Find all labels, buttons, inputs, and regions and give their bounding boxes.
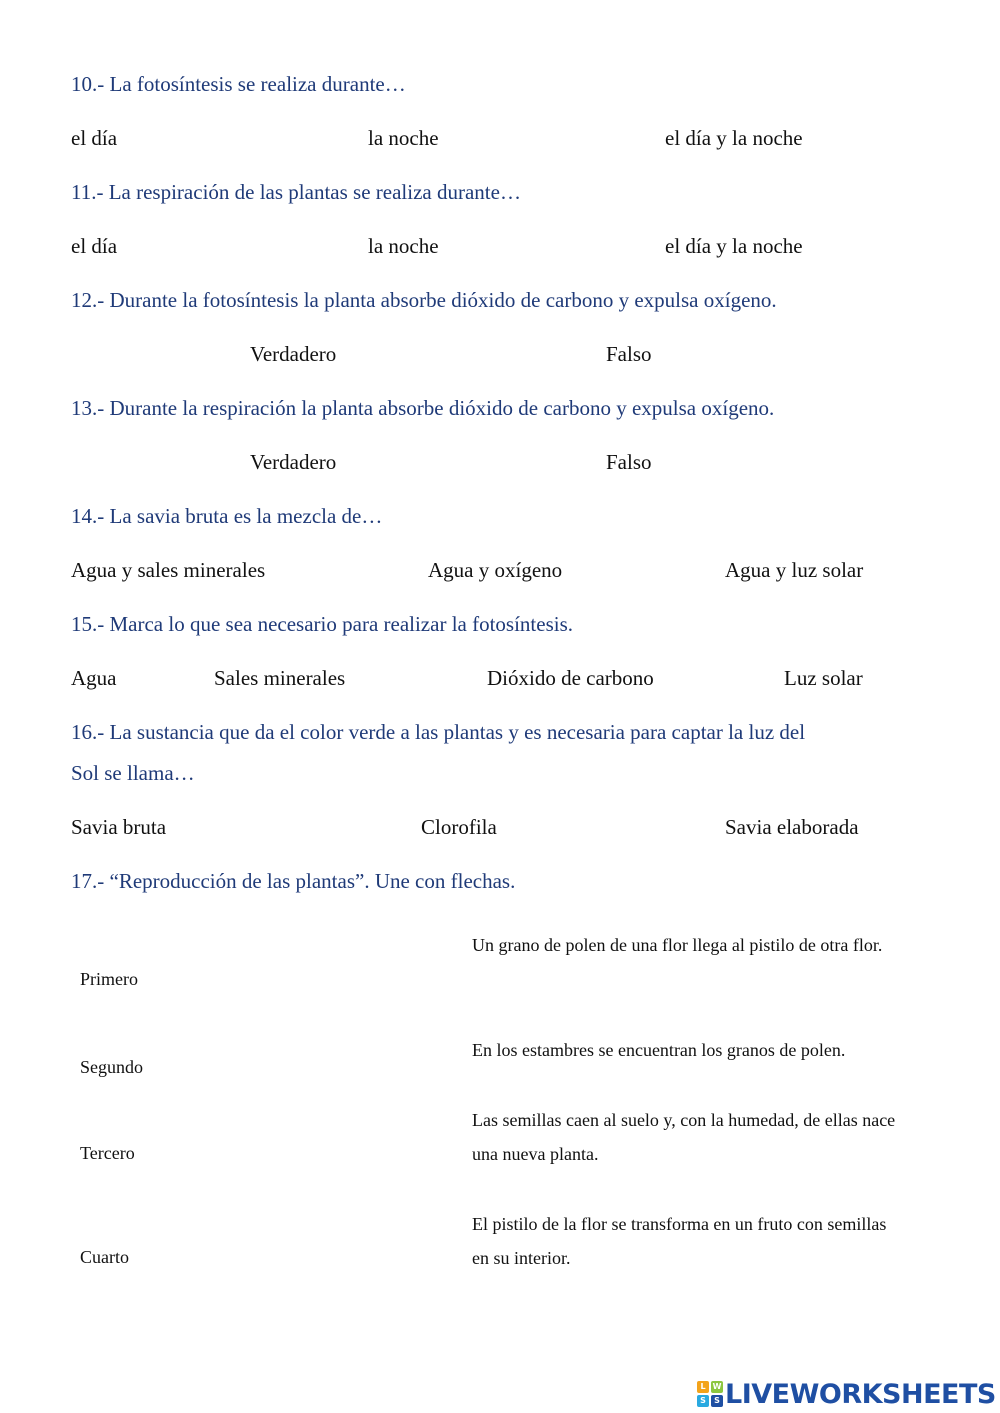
match-left-primero[interactable]: Primero <box>80 969 138 989</box>
match-right-pistilo-fruto[interactable]: El pistilo de la flor se transforma en un fruto con semillas en su interior. <box>472 1214 887 1268</box>
q11-option-noche[interactable]: la noche <box>368 234 439 258</box>
q16-option-savia-elaborada[interactable]: Savia elaborada <box>725 815 859 839</box>
q16-option-clorofila[interactable]: Clorofila <box>421 815 497 839</box>
q10-option-dia-y-noche[interactable]: el día y la noche <box>665 126 803 150</box>
q11-option-dia[interactable]: el día <box>71 234 118 258</box>
q14-option-agua-luz[interactable]: Agua y luz solar <box>725 558 864 582</box>
question-16-prompt-line1: 16.- La sustancia que da el color verde a las plantas y es necesaria para captar la luz del <box>71 720 806 744</box>
match-right-estambres[interactable]: En los estambres se encuentran los granos de polen. <box>472 1040 846 1060</box>
match-left-segundo[interactable]: Segundo <box>80 1057 143 1077</box>
question-10-prompt: 10.- La fotosíntesis se realiza durante… <box>71 72 406 96</box>
liveworksheets-logo <box>697 1378 996 1410</box>
match-left-tercero[interactable]: Tercero <box>80 1143 135 1163</box>
liveworksheets-logo-text: LIVEWORKSHEETS <box>725 1378 996 1410</box>
q14-option-agua-sales[interactable]: Agua y sales minerales <box>71 558 266 582</box>
q15-option-luz[interactable]: Luz solar <box>784 666 863 690</box>
liveworksheets-logo-icon: L W S S <box>697 1381 723 1407</box>
q15-option-agua[interactable]: Agua <box>71 666 117 690</box>
question-13-prompt: 13.- Durante la respiración la planta absorbe dióxido de carbono y expulsa oxígeno. <box>71 396 775 420</box>
q12-option-falso[interactable]: Falso <box>606 342 652 366</box>
question-16-prompt-line2: Sol se llama… <box>71 761 195 785</box>
match-right-polen-pistilo[interactable]: Un grano de polen de una flor llega al pistilo de otra flor. <box>472 935 883 955</box>
question-17-prompt: 17.- “Reproducción de las plantas”. Une con flechas. <box>71 869 516 893</box>
q16-option-savia-bruta[interactable]: Savia bruta <box>71 815 167 839</box>
match-left-cuarto[interactable]: Cuarto <box>80 1247 129 1267</box>
q13-option-verdadero[interactable]: Verdadero <box>250 450 337 474</box>
q14-option-agua-oxigeno[interactable]: Agua y oxígeno <box>428 558 563 582</box>
q10-option-noche[interactable]: la noche <box>368 126 439 150</box>
q10-option-dia[interactable]: el día <box>71 126 118 150</box>
q15-option-dioxido[interactable]: Dióxido de carbono <box>487 666 654 690</box>
q11-option-dia-y-noche[interactable]: el día y la noche <box>665 234 803 258</box>
question-14-prompt: 14.- La savia bruta es la mezcla de… <box>71 504 383 528</box>
match-right-semillas[interactable]: Las semillas caen al suelo y, con la humedad, de ellas nace una nueva planta. <box>472 1110 896 1164</box>
question-11-prompt: 11.- La respiración de las plantas se realiza durante… <box>71 180 521 204</box>
q12-option-verdadero[interactable]: Verdadero <box>250 342 337 366</box>
question-12-prompt: 12.- Durante la fotosíntesis la planta absorbe dióxido de carbono y expulsa oxígeno. <box>71 288 777 312</box>
q15-option-sales[interactable]: Sales minerales <box>214 666 346 690</box>
question-15-prompt: 15.- Marca lo que sea necesario para realizar la fotosíntesis. <box>71 612 574 636</box>
q13-option-falso[interactable]: Falso <box>606 450 652 474</box>
